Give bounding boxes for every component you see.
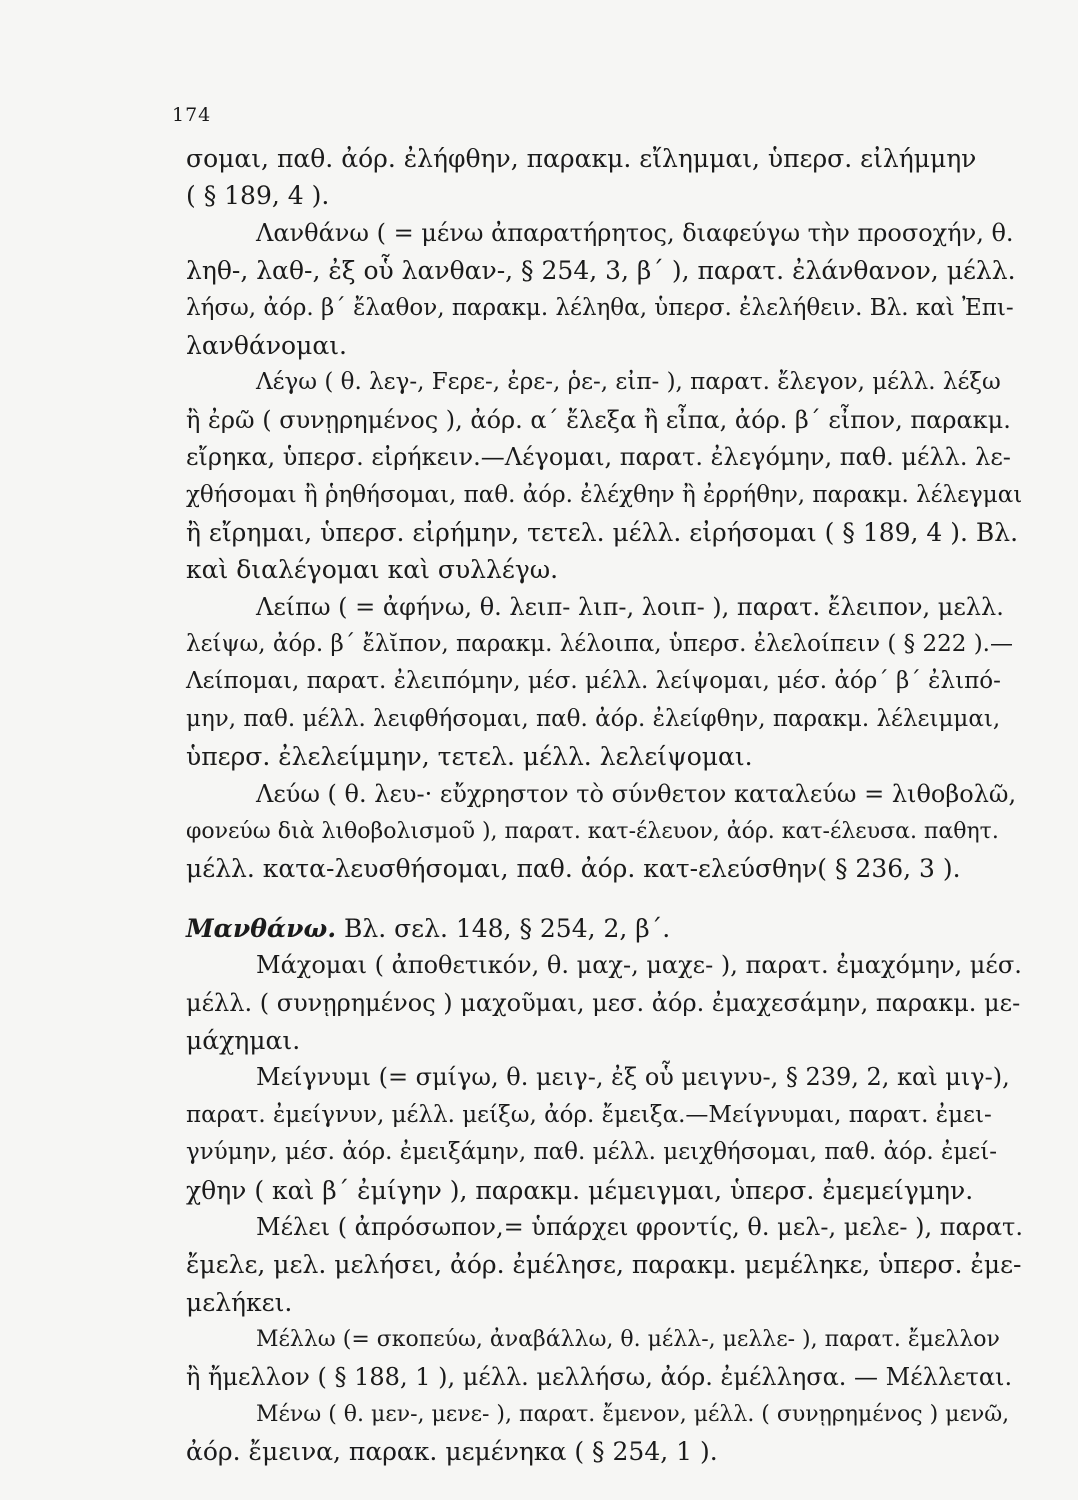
text-line: εἴρηκα, ὑπερσ. εἰρήκειν.—Λέγομαι, παρατ. ἐλεγόμην, παθ. μέλλ. λε- xyxy=(186,443,1011,472)
text-line: χθήσομαι ἢ ῥηθήσομαι, παθ. ἀόρ. ἐλέχθην ἢ ἐρρήθην, παρακμ. λέλεγμαι xyxy=(186,481,1023,508)
page-number: 174 xyxy=(172,104,212,126)
text-line: Μείγνυμι (= σμίγω, θ. μειγ-, ἐξ οὗ μειγνυ-, § 239, 2, καὶ μιγ-), xyxy=(256,1063,1010,1092)
text-line: μελήκει. xyxy=(186,1287,293,1317)
text-line: γνύμην, μέσ. ἀόρ. ἐμειξάμην, παθ. μέλλ. μειχθήσομαι, παθ. ἀόρ. ἐμεί- xyxy=(186,1139,998,1166)
text-line: λείψω, ἀόρ. β΄ ἔλῐπον, παρακμ. λέλοιπα, ὑπερσ. ἐλελοίπειν ( § 222 ).— xyxy=(186,631,1013,658)
dictionary-text xyxy=(186,140,1026,1471)
section-break xyxy=(186,888,1026,910)
text-line: Λανθάνω ( = μένω ἀπαρατήρητος, διαφεύγω τὴν προσοχήν, θ. xyxy=(256,218,1014,247)
text-line: Λείπω ( = ἀφήνω, θ. λειπ- λιπ-, λοιπ- ), παρατ. ἔλειπον, μελλ. xyxy=(256,592,1004,621)
text-line: μέλλ. ( συνῃρημένος ) μαχοῦμαι, μεσ. ἀόρ. ἐμαχεσάμην, παρακμ. με- xyxy=(186,988,1021,1017)
text-line: Μέλει ( ἀπρόσωπον,= ὑπάρχει φροντίς, θ. μελ-, μελε- ), παρατ. xyxy=(256,1212,1023,1241)
text-line: Μάχομαι ( ἀποθετικόν, θ. μαχ-, μαχε- ), παρατ. ἐμαχόμην, μέσ. xyxy=(256,951,1022,980)
text-line: ἢ ἐρῶ ( συνῃρημένος ), ἀόρ. α΄ ἔλεξα ἢ εἶπα, ἀόρ. β΄ εἶπον, παρακμ. xyxy=(186,405,1011,434)
text-line: λανθάνομαι. xyxy=(186,330,347,360)
text-line: Μένω ( θ. μεν-, μενε- ), παρατ. ἔμενον, μέλλ. ( συνῃρημένος ) μενῶ, xyxy=(256,1401,1010,1427)
text-line: ἢ εἴρημαι, ὑπερσ. εἰρήμην, τετελ. μέλλ. εἰρήσομαι ( § 189, 4 ). Βλ. xyxy=(186,517,1019,547)
text-line: Λεύω ( θ. λευ-· εὔχρηστον τὸ σύνθετον καταλεύω = λιθοβολῶ, xyxy=(256,779,1017,808)
text-line: Μέλλω (= σκοπεύω, ἀναβάλλω, θ. μέλλ-, μελλε- ), παρατ. ἔμελλον xyxy=(256,1327,1000,1353)
entries-mu xyxy=(186,947,1026,1470)
section-heading-line xyxy=(186,910,1026,947)
text-line: ( § 189, 4 ). xyxy=(186,181,330,211)
text-line: μέλλ. κατα-λευσθήσομαι, παθ. ἀόρ. κατ-ελεύσθην( § 236, 3 ). xyxy=(186,854,961,884)
text-line: Λέγω ( θ. λεγ-, Fερε-, ἐρε-, ῥε-, εἰπ- ), παρατ. ἔλεγον, μέλλ. λέξω xyxy=(256,369,1001,396)
section-lemma: Μανθάνω. xyxy=(186,913,337,943)
text-line: μην, παθ. μέλλ. λειφθήσομαι, παθ. ἀόρ. ἐλείφθην, παρακμ. λέλειμμαι, xyxy=(186,705,1001,732)
text-line: Λείπομαι, παρατ. ἐλειπόμην, μέσ. μέλλ. λείψομαι, μέσ. ἀόρ΄ β΄ ἐλιπό- xyxy=(186,668,1001,695)
entries-lambda xyxy=(186,140,1026,888)
text-line: χθην ( καὶ β΄ ἐμίγην ), παρακμ. μέμειγμαι, ὑπερσ. ἐμεμείγμην. xyxy=(186,1175,974,1205)
text-line: ὑπερσ. ἐλελείμμην, τετελ. μέλλ. λελείψομαι. xyxy=(186,742,753,772)
text-line: ἀόρ. ἔμεινα, παρακ. μεμένηκα ( § 254, 1 ). xyxy=(186,1437,718,1467)
text-line: ἔμελε, μελ. μελήσει, ἀόρ. ἐμέλησε, παρακμ. μεμέληκε, ὑπερσ. ἐμε- xyxy=(186,1250,1022,1280)
text-line: σομαι, παθ. ἀόρ. ἐλήφθην, παρακμ. εἴλημμαι, ὑπερσ. εἰλήμμην xyxy=(186,144,977,173)
section-reference: Βλ. σελ. 148, § 254, 2, β΄. xyxy=(336,913,671,943)
text-line: ἢ ἤμελλον ( § 188, 1 ), μέλλ. μελλήσω, ἀόρ. ἐμέλλησα. — Μέλλεται. xyxy=(186,1362,1013,1391)
text-line: φονεύω διὰ λιθοβολισμοῦ ), παρατ. κατ-έλευον, ἀόρ. κατ-έλευσα. παθητ. xyxy=(186,819,999,845)
text-line: καὶ διαλέγομαι καὶ συλλέγω. xyxy=(186,555,559,585)
text-line: μάχημαι. xyxy=(186,1025,301,1055)
text-line: ληθ-, λαθ-, ἐξ οὗ λανθαν-, § 254, 3, β΄ ), παρατ. ἐλάνθανον, μέλλ. xyxy=(186,256,1016,286)
text-line: λήσω, ἀόρ. β΄ ἔλαθον, παρακμ. λέληθα, ὑπερσ. ἐλελήθειν. Βλ. καὶ Ἐπι- xyxy=(186,294,1014,321)
text-line: παρατ. ἐμείγνυν, μέλλ. μείξω, ἀόρ. ἔμειξα.—Μείγνυμαι, παρατ. ἐμει- xyxy=(186,1101,992,1128)
